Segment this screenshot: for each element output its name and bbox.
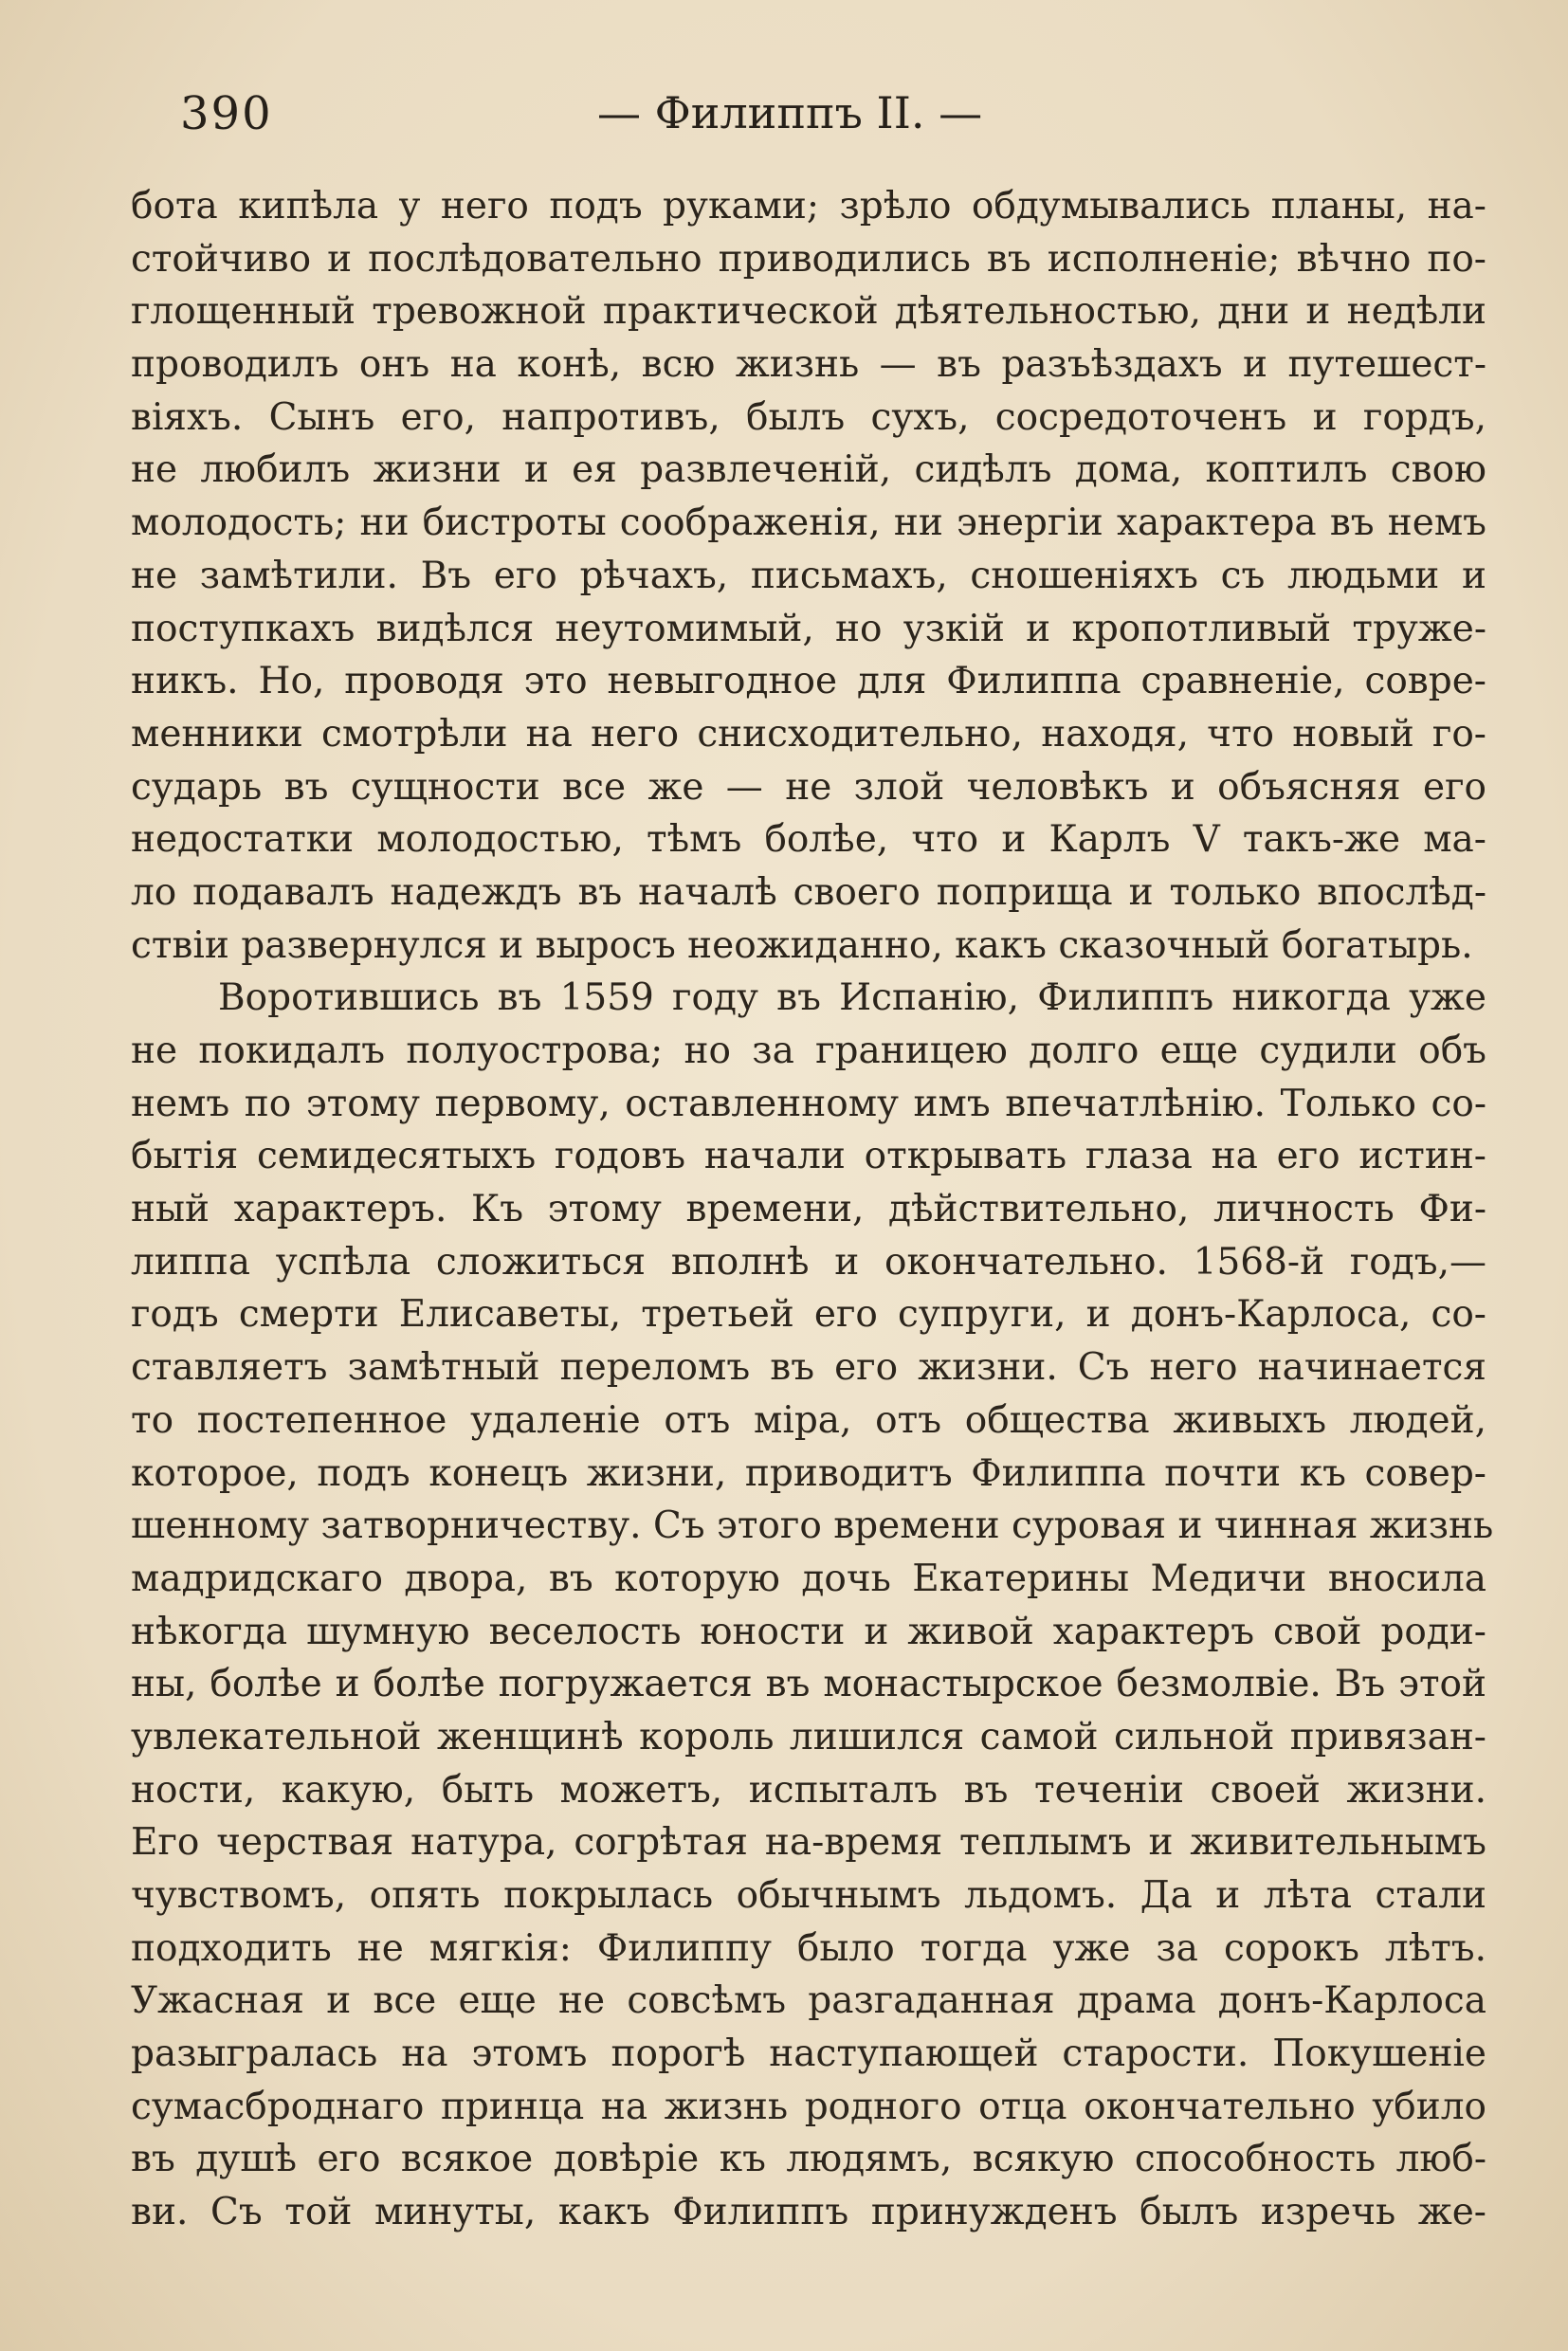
text-line: то постепенное удаленіе отъ міра, отъ общества живыхъ людей, (131, 1398, 1486, 1442)
text-line: віяхъ. Сынъ его, напротивъ, былъ сухъ, сосредоточенъ и гордъ, (131, 395, 1486, 439)
text-line: подходить не мягкія: Филиппу было тогда уже за сорокъ лѣтъ. (131, 1926, 1486, 1970)
text-line: ставляетъ замѣтный переломъ въ его жизни. Съ него начинается (131, 1346, 1486, 1390)
text-line: поступкахъ видѣлся неутомимый, но узкій и кропотливый труже- (131, 607, 1486, 650)
text-line: сударь въ сущности все же — не злой человѣкъ и объясняя его (131, 765, 1486, 809)
text-line: ный характеръ. Къ этому времени, дѣйствительно, личность Фи- (131, 1188, 1486, 1231)
text-line: сумасброднаго принца на жизнь родного отца окончательно убило (131, 2085, 1486, 2128)
text-line: годъ смерти Елисаветы, третьей его супруги, и донъ-Карлоса, со- (131, 1293, 1486, 1337)
text-line: недостатки молодостью, тѣмъ болѣе, что и Карлъ V такъ-же ма- (131, 818, 1486, 862)
text-line: которое, подъ конецъ жизни, приводитъ Филиппа почти къ совер- (131, 1451, 1486, 1495)
text-line: липпа успѣла сложиться вполнѣ и окончательно. 1568-й годъ,— (131, 1240, 1486, 1284)
page-header (180, 87, 1479, 154)
text-line: бытія семидесятыхъ годовъ начали открывать глаза на его истин- (131, 1135, 1486, 1178)
text-line: немъ по этому первому, оставленному имъ впечатлѣнію. Только со- (131, 1082, 1486, 1125)
running-title: — Филиппъ II. — (597, 87, 983, 138)
text-line: Его черствая натура, согрѣтая на-время теплымъ и живительнымъ (131, 1821, 1486, 1865)
text-line: стойчиво и послѣдовательно приводились въ исполненіе; вѣчно по- (131, 237, 1486, 281)
text-line: бота кипѣла у него подъ руками; зрѣло обдумывались планы, на- (131, 185, 1486, 228)
text-line: разыгралась на этомъ порогѣ наступающей старости. Покушеніе (131, 2032, 1486, 2076)
text-line: проводилъ онъ на конѣ, всю жизнь — въ разъѣздахъ и путешест- (131, 343, 1486, 387)
paragraph-start-line: Воротившись въ 1559 году въ Испанію, Филиппъ никогда уже (218, 976, 1486, 1020)
text-line: въ душѣ его всякое довѣріе къ людямъ, всякую способность люб- (131, 2138, 1486, 2181)
text-line: ви. Съ той минуты, какъ Филиппъ принужденъ былъ изречь же- (131, 2191, 1486, 2234)
text-line: не любилъ жизни и ея развлеченій, сидѣлъ дома, коптилъ свою (131, 448, 1486, 492)
text-line: Ужасная и все еще не совсѣмъ разгаданная драма донъ-Карлоса (131, 1979, 1486, 2023)
text-line: чувствомъ, опять покрылась обычнымъ льдомъ. Да и лѣта стали (131, 1874, 1486, 1917)
text-line: менники смотрѣли на него снисходительно, находя, что новый го- (131, 712, 1486, 756)
text-line: молодость; ни бистроты соображенія, ни энергіи характера въ немъ (131, 501, 1486, 545)
text-line: мадридскаго двора, въ которую дочь Екатерины Медичи вносила (131, 1557, 1486, 1600)
body-text (131, 180, 1494, 2239)
text-line: глощенный тревожной практической дѣятельностью, дни и недѣли (131, 290, 1486, 334)
page-number: 390 (180, 87, 273, 140)
text-line: шенному затворничеству. Съ этого времени суровая и чинная жизнь (131, 1504, 1494, 1548)
text-line: нѣкогда шумную веселость юности и живой характеръ свой роди- (131, 1610, 1486, 1653)
text-line: никъ. Но, проводя это невыгодное для Филиппа сравненіе, совре- (131, 660, 1486, 703)
text-line: не замѣтили. Въ его рѣчахъ, письмахъ, сношеніяхъ съ людьми и (131, 554, 1486, 597)
text-line: ности, какую, быть можетъ, испыталъ въ теченіи своей жизни. (131, 1768, 1486, 1812)
text-line: не покидалъ полуострова; но за границею долго еще судили объ (131, 1030, 1486, 1072)
text-line: увлекательной женщинѣ король лишился самой сильной привязан- (131, 1715, 1486, 1759)
text-line: ствіи развернулся и выросъ неожиданно, какъ сказочный богатырь. (131, 923, 1473, 967)
text-line: ло подавалъ надеждъ въ началѣ своего поприща и только впослѣд- (131, 870, 1486, 914)
text-line: ны, болѣе и болѣе погружается въ монастырское безмолвіе. Въ этой (131, 1663, 1486, 1706)
